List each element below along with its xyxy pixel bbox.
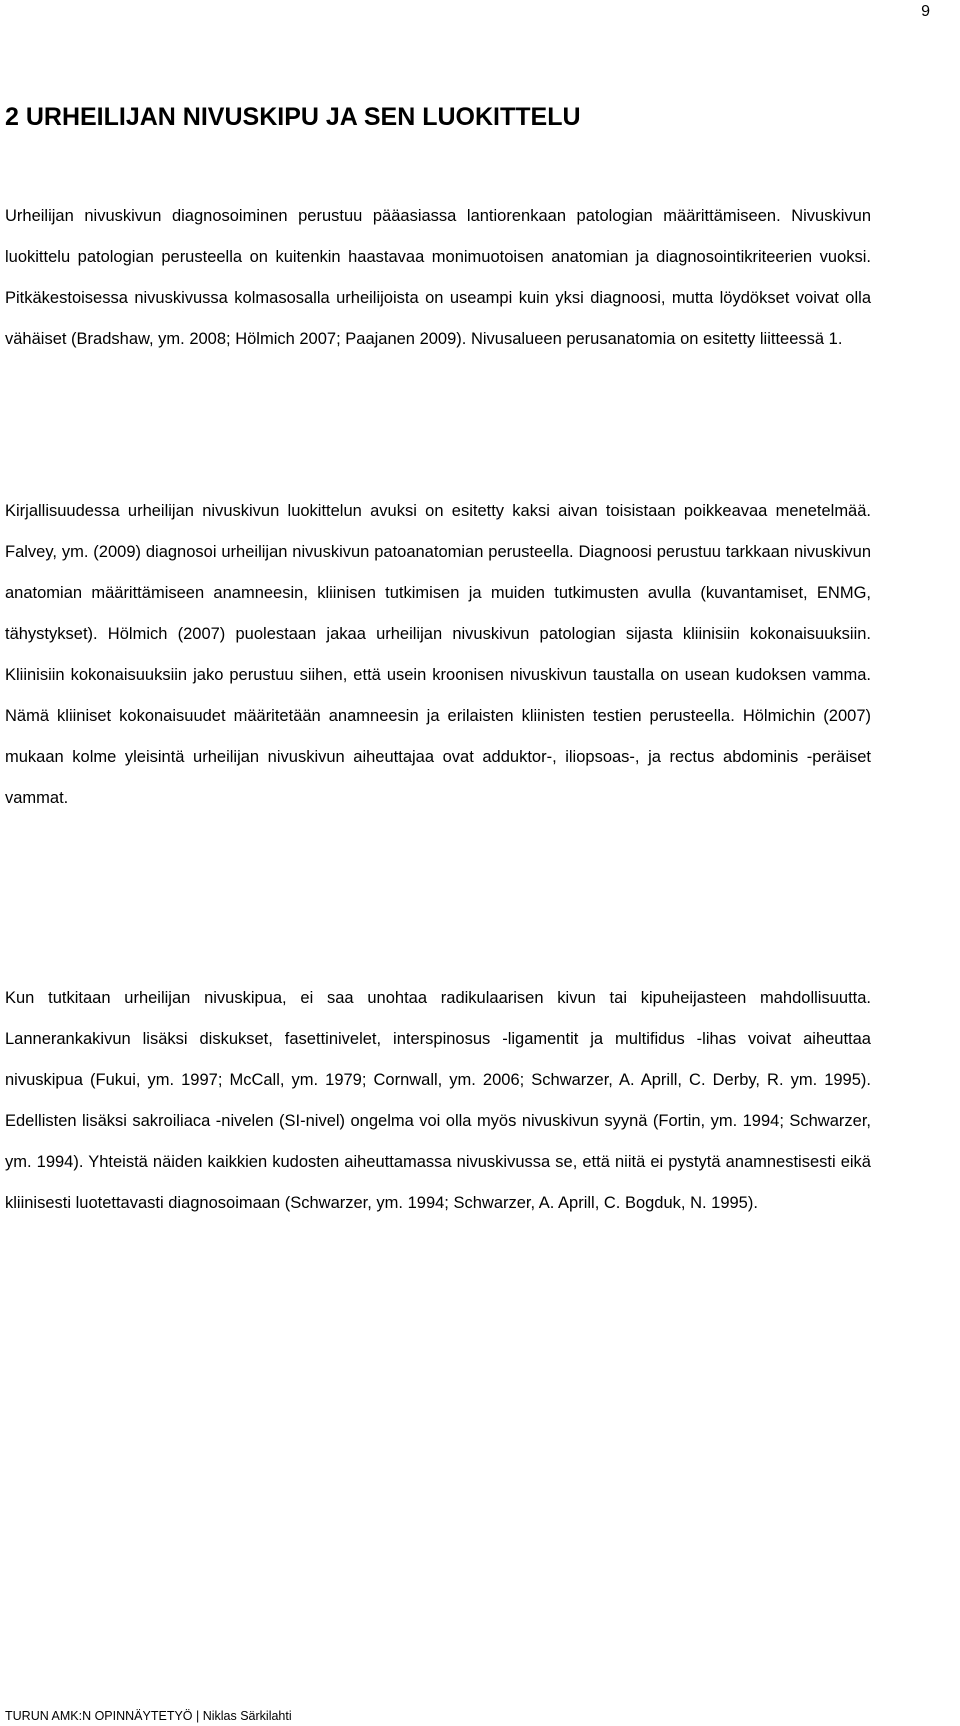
- page-number: 9: [921, 3, 930, 20]
- section-heading: 2 URHEILIJAN NIVUSKIPU JA SEN LUOKITTELU: [5, 103, 581, 131]
- body-paragraph-2: Kirjallisuudessa urheilijan nivuskivun luokittelun avuksi on esitetty kaksi aivan toisistaan poikkeavaa menetelmää. Falvey, ym. (2009) diagnosoi urheilijan nivuskivun patoanatomian perusteella. Diagnoosi perustuu tarkkaan nivuskivun anatomian määrittämiseen anamneesin, kliinisen tutkimisen ja muiden tutkimusten avulla (kuvantamiset, ENMG, tähystykset). Hölmich (2007) puolestaan jakaa urheilijan nivuskivun patologian sijasta kliinisiin kokonaisuuksiin. Kliinisiin kokonaisuuksiin jako perustuu siihen, että usein kroonisen nivuskivun taustalla on usean kudoksen vamma. Nämä kliiniset kokonaisuudet määritetään anamneesin ja erilaisten kliinisten testien perusteella. Hölmichin (2007) mukaan kolme yleisintä urheilijan nivuskivun aiheuttajaa ovat adduktor-, iliopsoas-, ja rectus abdominis -peräiset vammat.: [5, 502, 871, 807]
- body-paragraph-1: Urheilijan nivuskivun diagnosoiminen perustuu pääasiassa lantiorenkaan patologian määrittämiseen. Nivuskivun luokittelu patologian perusteella on kuitenkin haastavaa monimuotoisen anatomian ja diagnosointikriteerien vuoksi. Pitkäkestoisessa nivuskivussa kolmasosalla urheilijoista on useampi kuin yksi diagnoosi, mutta löydökset voivat olla vähäiset (Bradshaw, ym. 2008; Hölmich 2007; Paajanen 2009). Nivusalueen perusanatomia on esitetty liitteessä 1.: [5, 207, 871, 348]
- body-paragraph-3: Kun tutkitaan urheilijan nivuskipua, ei saa unohtaa radikulaarisen kivun tai kipuheijasteen mahdollisuutta. Lannerankakivun lisäksi diskukset, fasettinivelet, interspinosus -ligamentit ja multifidus -lihas voivat aiheuttaa nivuskipua (Fukui, ym. 1997; McCall, ym. 1979; Cornwall, ym. 2006; Schwarzer, A. Aprill, C. Derby, R. ym. 1995). Edellisten lisäksi sakroiliaca -nivelen (SI-nivel) ongelma voi olla myös nivuskivun syynä (Fortin, ym. 1994; Schwarzer, ym. 1994). Yhteistä näiden kaikkien kudosten aiheuttamassa nivuskivussa se, että niitä ei pystytä anamnestisesti eikä kliinisesti luotettavasti diagnosoimaan (Schwarzer, ym. 1994; Schwarzer, A. Aprill, C. Bogduk, N. 1995).: [5, 989, 871, 1212]
- page-footer: TURUN AMK:N OPINNÄYTETYÖ | Niklas Särkilahti: [5, 1709, 292, 1723]
